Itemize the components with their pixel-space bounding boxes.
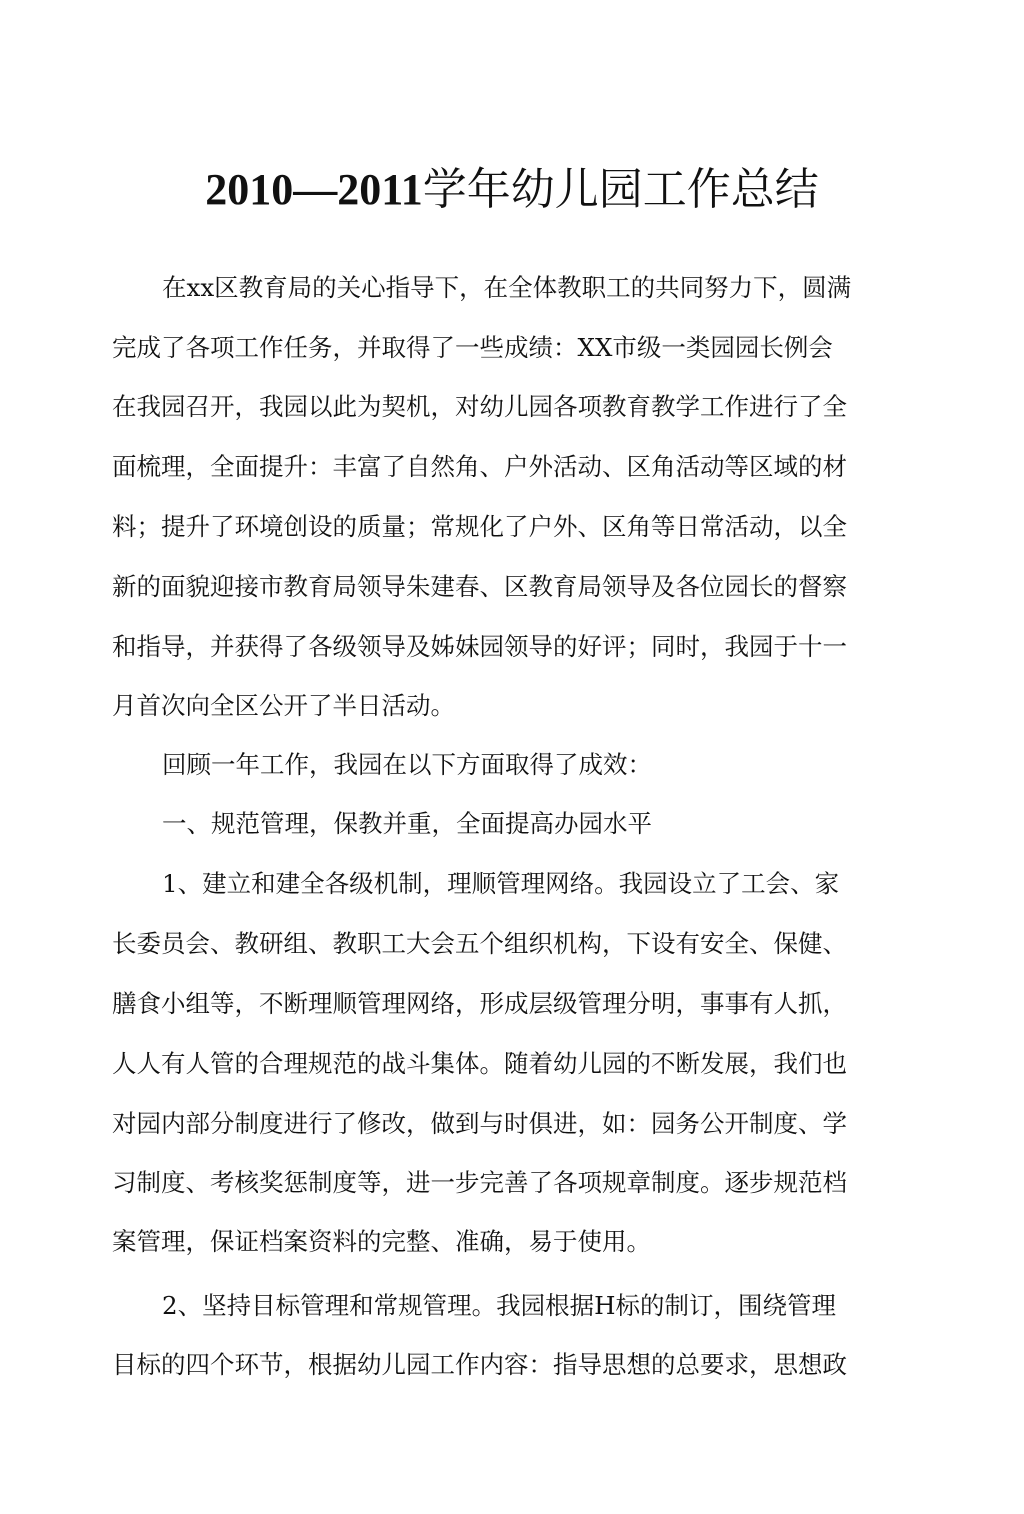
paragraph-line: 回顾一年工作，我园在以下方面取得了成效： (162, 750, 652, 779)
paragraph-line: 人人有人管的合理规范的战斗集体。随着幼儿园的不断发展，我们也 (112, 1049, 847, 1078)
paragraph-line: 一、规范管理，保教并重，全面提高办园水平 (162, 809, 652, 838)
title-year: 2010—2011 (205, 165, 423, 214)
paragraph-line: 膳食小组等，不断理顺管理网络，形成层级管理分明，事事有人抓， (112, 989, 847, 1018)
paragraph-line: 和指导，并获得了各级领导及姊妹园领导的好评；同时，我园于十一 (112, 632, 847, 661)
paragraph-line: 在我园召开，我园以此为契机，对幼儿园各项教育教学工作进行了全 (112, 392, 847, 421)
paragraph-line: 1、建立和建全各级机制，理顺管理网络。我园设立了工会、家 (162, 869, 840, 898)
paragraph-line: 月首次向全区公开了半日活动。 (112, 691, 455, 720)
document-title (0, 162, 1024, 218)
paragraph-line: 习制度、考核奖惩制度等，进一步完善了各项规章制度。逐步规范档 (112, 1168, 847, 1197)
paragraph-line: 长委员会、教研组、教职工大会五个组织机构，下设有安全、保健、 (112, 929, 847, 958)
paragraph-line: 新的面貌迎接市教育局领导朱建春、区教育局领导及各位园长的督察 (112, 572, 847, 601)
paragraph-line: 完成了各项工作任务，并取得了一些成绩：XX市级一类园园长例会 (112, 333, 833, 362)
paragraph-line: 案管理，保证档案资料的完整、准确，易于使用。 (112, 1227, 651, 1256)
paragraph-line: 在xx区教育局的关心指导下，在全体教职工的共同努力下，圆满 (162, 273, 852, 302)
paragraph-line: 对园内部分制度进行了修改，做到与时俱进，如：园务公开制度、学 (112, 1109, 847, 1138)
paragraph-line: 目标的四个环节，根据幼儿园工作内容：指导思想的总要求，思想政 (112, 1350, 847, 1379)
paragraph-line: 面梳理，全面提升：丰富了自然角、户外活动、区角活动等区域的材 (112, 452, 847, 481)
paragraph-line: 2、坚持目标管理和常规管理。我园根据H标的制订，围绕管理 (162, 1291, 836, 1320)
title-text: 学年幼儿园工作总结 (422, 164, 819, 215)
paragraph-line: 料；提升了环境创设的质量；常规化了户外、区角等日常活动，以全 (112, 512, 847, 541)
